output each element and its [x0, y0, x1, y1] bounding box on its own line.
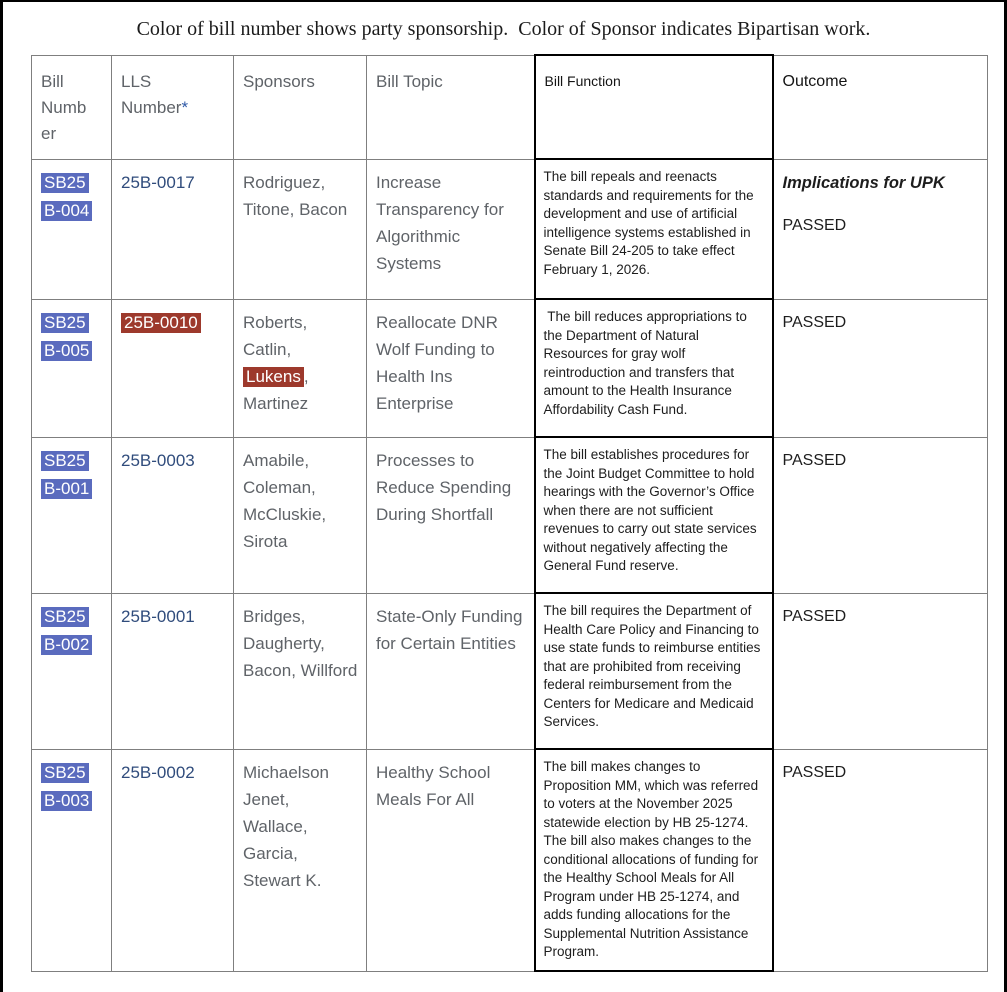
- sponsors-text: Bridges, Daugherty, Bacon, Willford: [243, 606, 358, 680]
- lls-number-link[interactable]: 25B-0001: [121, 606, 195, 626]
- bill-number-cell: [32, 437, 112, 593]
- lls-number-cell: [112, 299, 234, 437]
- bill-topic-cell: [367, 437, 535, 593]
- bill-function-text: The bill makes changes to Proposition MM, which was referred to voters at the November 2025 statewide election by HB 25-1274. The bill also makes changes to the conditional allocations of funding for the Healthy School Meals for All Program under HB 25-1274, and adds funding allocations for the Supplemental Nutrition Assistance Program.: [543, 759, 762, 959]
- sponsors-text: Michaelson Jenet, Wallace, Garcia, Stewart K.: [243, 762, 329, 890]
- bill-function-cell: [535, 159, 773, 299]
- bill-number-highlight: B-003: [41, 791, 92, 811]
- bill-topic-text: Processes to Reduce Spending During Shortfall: [376, 450, 512, 524]
- lls-number-cell: [112, 749, 234, 971]
- lls-number-cell: [112, 593, 234, 749]
- sponsors-cell: [234, 299, 367, 437]
- sponsors-text: Rodriguez, Titone, Bacon: [243, 172, 348, 219]
- outcome-note: Implications for UPK: [782, 173, 945, 192]
- sponsor-highlight: Lukens: [243, 367, 304, 387]
- outcome-status: PASSED: [782, 607, 847, 625]
- sponsors-cell: [234, 749, 367, 971]
- outcome-cell: [773, 159, 988, 299]
- lls-number-link[interactable]: 25B-0017: [121, 172, 195, 192]
- lls-number-link[interactable]: 25B-0002: [121, 762, 195, 782]
- header-row: [32, 55, 988, 159]
- outcome-cell: [773, 593, 988, 749]
- col-header-outcome: Outcome: [773, 55, 988, 159]
- lls-footnote-asterisk: *: [181, 97, 189, 117]
- bill-number-highlight: SB25: [41, 607, 89, 627]
- bill-topic-cell: [367, 749, 535, 971]
- bill-number-highlight: B-002: [41, 635, 92, 655]
- bill-function-text: The bill repeals and reenacts standards and requirements for the development and use of artificial intelligence systems established in Senate Bill 24-205 to take effect February 1, 2026.: [543, 169, 758, 277]
- bill-number-highlight: B-004: [41, 201, 92, 221]
- outcome-cell: [773, 299, 988, 437]
- bill-topic-text: Increase Transparency for Algorithmic Systems: [376, 172, 504, 273]
- bill-number-highlight: SB25: [41, 173, 89, 193]
- bill-number-cell: [32, 299, 112, 437]
- outcome-status: PASSED: [782, 451, 847, 469]
- bill-number-cell: [32, 593, 112, 749]
- bill-number-highlight: SB25: [41, 313, 89, 333]
- bill-topic-text: Reallocate DNR Wolf Funding to Health Ins Enterprise: [376, 312, 498, 413]
- table-row: [32, 159, 988, 299]
- sponsors-cell: [234, 437, 367, 593]
- lls-number-link[interactable]: 25B-0010: [121, 313, 201, 333]
- bill-number-cell: [32, 749, 112, 971]
- bill-function-text: The bill reduces appropriations to the Department of Natural Resources for gray wolf reintroduction and transfers that amount to the Health Insurance Affordability Cash Fund.: [543, 309, 751, 417]
- bill-function-text: The bill requires the Department of Health Care Policy and Financing to use state funds to reimburse entities that are prohibited from receiving federal reimbursement from the Centers for Medicare and Medicaid Services.: [543, 603, 765, 729]
- lls-number-cell: [112, 437, 234, 593]
- bill-function-cell: [535, 593, 773, 749]
- lls-number-link[interactable]: 25B-0003: [121, 450, 195, 470]
- bill-number-highlight: B-005: [41, 341, 92, 361]
- table-row: [32, 593, 988, 749]
- col-header-lls-number: LLS Number*: [112, 55, 234, 159]
- bill-topic-text: Healthy School Meals For All: [376, 762, 491, 809]
- bill-number-highlight: SB25: [41, 451, 89, 471]
- bills-table: [31, 54, 988, 972]
- outcome-status: PASSED: [782, 313, 847, 331]
- col-header-sponsors: Sponsors: [234, 55, 367, 159]
- outcome-status: PASSED: [782, 763, 847, 781]
- sponsors-text: , Martinez: [243, 366, 309, 413]
- table-row: [32, 299, 988, 437]
- sponsors-cell: [234, 593, 367, 749]
- bill-topic-cell: [367, 299, 535, 437]
- bill-function-cell: [535, 749, 773, 971]
- bill-topic-text: State-Only Funding for Certain Entities: [376, 606, 523, 653]
- bill-number-highlight: SB25: [41, 763, 89, 783]
- bill-number-highlight: B-001: [41, 479, 92, 499]
- outcome-cell: [773, 437, 988, 593]
- table-row: [32, 437, 988, 593]
- lls-number-cell: [112, 159, 234, 299]
- col-header-bill-function: Bill Function: [535, 55, 773, 159]
- bill-number-cell: [32, 159, 112, 299]
- bill-function-cell: [535, 437, 773, 593]
- bill-topic-cell: [367, 159, 535, 299]
- sponsors-cell: [234, 159, 367, 299]
- sponsors-text: Amabile, Coleman, McCluskie, Sirota: [243, 450, 327, 551]
- bill-function-cell: [535, 299, 773, 437]
- col-header-bill-topic: Bill Topic: [367, 55, 535, 159]
- outcome-status: PASSED: [782, 216, 847, 234]
- outcome-cell: [773, 749, 988, 971]
- bill-topic-cell: [367, 593, 535, 749]
- table-row: [32, 749, 988, 971]
- col-header-bill-number: Bill Number: [32, 55, 112, 159]
- sponsors-text: Roberts, Catlin,: [243, 312, 308, 359]
- bill-function-text: The bill establishes procedures for the Joint Budget Committee to hold hearings with the Governor’s Office when there are not sufficient revenues to carry out state services without negatively affecting the General Fund reserve.: [543, 447, 761, 573]
- page-title: Color of bill number shows party sponsorship. Color of Sponsor indicates Bipartisan work.: [136, 18, 871, 40]
